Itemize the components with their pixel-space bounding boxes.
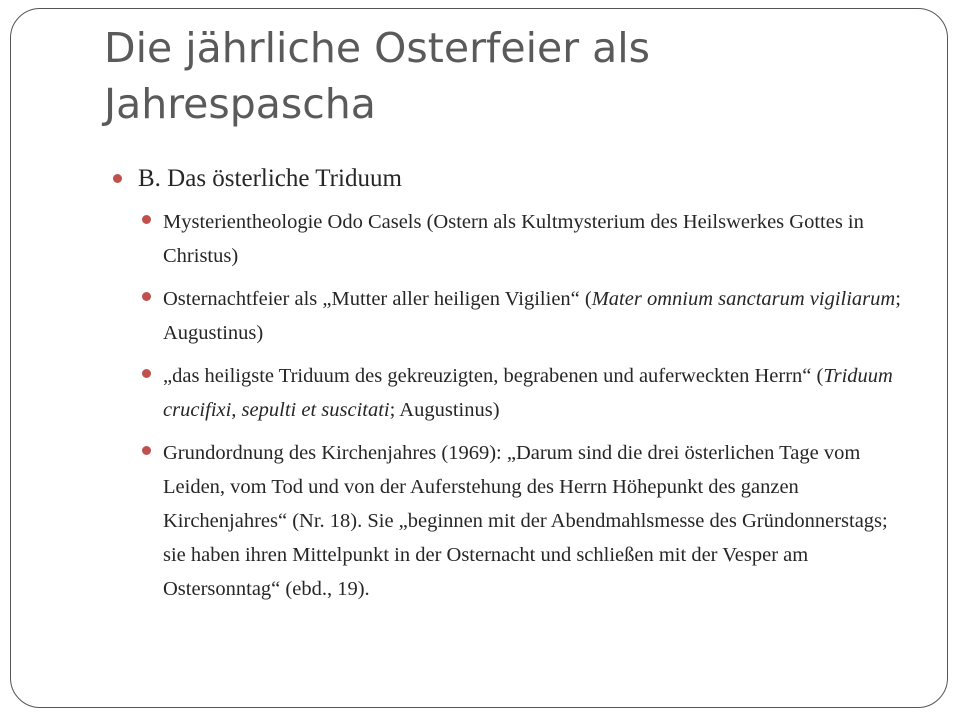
list-item-2 <box>163 359 908 427</box>
list-item-text: Mysterientheologie Odo Casels (Ostern als Kultmysterium des Heilswerkes Gottes in Christus) <box>163 211 864 267</box>
list-item-text: ; Augustinus) <box>163 288 901 344</box>
bullet-icon <box>142 446 151 455</box>
list-item-text: Mater omnium sanctarum vigiliarum <box>591 288 896 310</box>
list-item-3 <box>163 436 908 606</box>
list-item-text: ; Augustinus) <box>389 399 500 421</box>
list-item-0 <box>163 205 908 273</box>
slide-title: Die jährliche Osterfeier als Jahrespascha <box>104 24 650 128</box>
bullet-icon <box>142 292 151 301</box>
bullet-icon <box>142 369 151 378</box>
bullet-icon <box>142 215 151 224</box>
list-item-text: „das heiligste Triduum des gekreuzigten, begrabenen und auferweckten Herrn“ ( <box>163 365 824 387</box>
list-item-text: Osternachtfeier als „Mutter aller heiligen Vigilien“ ( <box>163 288 592 310</box>
list-item-1 <box>163 282 908 350</box>
list-item-text: Grundordnung des Kirchenjahres (1969): „Darum sind die drei österlichen Tage vom Leiden, vom Tod und von der Auferstehung des Herrn Höhepunkt des ganzen Kirchenjahres“ (Nr. 18). Sie „beginnen mit der Abendmahlsmesse des Gründonnerstags; sie haben ihren Mittelpunkt in der Osternacht und schließen mit der Vesper am Ostersonntag“ (ebd., 19). <box>163 442 888 600</box>
section-heading: B. Das österliche Triduum <box>138 165 402 192</box>
list-item-text: Triduum crucifixi, sepulti et suscitati <box>163 365 893 421</box>
bullet-icon <box>113 174 122 183</box>
